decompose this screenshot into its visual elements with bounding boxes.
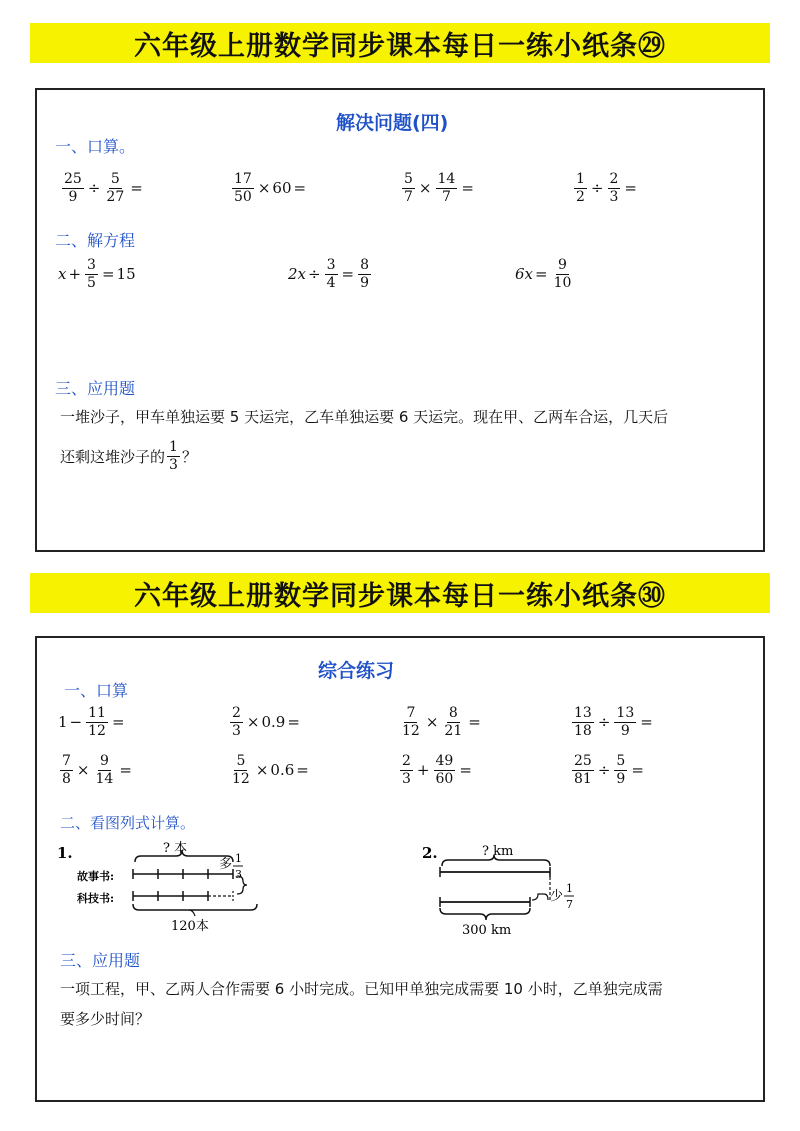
oral-item-30-2: $\frac{2}{3}$ × 0.9 = (232, 705, 300, 739)
bar-diagram-2 (420, 838, 620, 938)
diagram-2-less: 少 (550, 889, 564, 904)
equation-29-1: x + $\frac{3}{5}$ = 15 (58, 257, 136, 291)
oral-item-30-4: $\frac{13}{18}$ ÷ $\frac{13}{9}$ = (574, 705, 653, 739)
diagram-2-less-num: 1 (566, 882, 573, 895)
section-oral-30: 一、口算 (64, 681, 129, 700)
section-word-problem-30: 三、应用题 (60, 951, 141, 970)
diagram-2-bottom-label: 300 km (462, 923, 512, 938)
oral-item-30-3: $\frac{7}{12}$ × $\frac{8}{21}$ = (402, 705, 481, 739)
diagram-1-more-num: 1 (235, 852, 242, 865)
oral-item-29-1: $\frac{25}{9}$ ÷ $\frac{5}{27}$ = (64, 171, 143, 205)
title-29: 解决问题(四) (336, 112, 449, 134)
diagram-1-more: 多 (219, 857, 233, 872)
diagram-1-bottom-label: 120本 (171, 919, 209, 934)
section-oral-29: 一、口算。 (55, 137, 136, 156)
diagram-2-top-label: ? km (482, 844, 514, 859)
oral-item-30-8: $\frac{25}{81}$ ÷ $\frac{5}{9}$ = (574, 753, 644, 787)
section-word-problem-29: 三、应用题 (55, 379, 136, 398)
problem-text-30-line2: 要多少时间？ (60, 1010, 151, 1028)
problem-text-30-line1: 一项工程，甲、乙两人合作需要 6 小时完成。已知甲单独完成需要 10 小时，乙单独完成需 (60, 980, 663, 998)
banner-29: 六年级上册数学同步课本每日一练小纸条㉙ (30, 23, 770, 63)
banner-30: 六年级上册数学同步课本每日一练小纸条㉚ (30, 573, 770, 613)
diagram-1-more-den: 3 (235, 868, 242, 881)
oral-item-29-2: $\frac{17}{50}$ × 60 = (234, 171, 307, 205)
worksheet-29 (35, 88, 765, 552)
diagram-1-top-label: ? 本 (163, 841, 188, 856)
diagram-2-number: 2. (422, 844, 438, 862)
oral-item-30-5: $\frac{7}{8}$ × $\frac{9}{14}$ = (62, 753, 132, 787)
bar-diagram-1 (55, 838, 265, 938)
section-equations-29: 二、解方程 (55, 231, 136, 250)
problem-text-29-line2: 还剩这堆沙子的 $\frac{1}{3}$ ？ (60, 439, 197, 473)
oral-item-30-1: 1 − $\frac{11}{12}$ = (58, 705, 125, 739)
oral-item-29-3: $\frac{5}{7}$ × $\frac{14}{7}$ = (404, 171, 474, 205)
oral-item-30-7: $\frac{2}{3}$ + $\frac{49}{60}$ = (402, 753, 472, 787)
diagram-2-less-den: 7 (566, 898, 573, 911)
diagram-1-label-story: 故事书: (77, 870, 115, 883)
problem-text-29-line1: 一堆沙子，甲车单独运要 5 天运完，乙车单独运要 6 天运完。现在甲、乙两车合运，几天后 (60, 408, 669, 426)
equation-29-3: 6x = $\frac{9}{10}$ (515, 257, 572, 291)
title-30: 综合练习 (318, 660, 395, 682)
equation-29-2: 2x ÷ $\frac{3}{4}$ = $\frac{8}{9}$ (288, 257, 370, 291)
diagram-1-number: 1. (57, 844, 73, 862)
diagram-1-label-science: 科技书: (77, 892, 115, 905)
oral-item-30-6: $\frac{5}{12}$ × 0.6 = (232, 753, 309, 787)
oral-item-29-4: $\frac{1}{2}$ ÷ $\frac{2}{3}$ = (576, 171, 637, 205)
section-diagram-30: 二、看图列式计算。 (60, 814, 196, 832)
